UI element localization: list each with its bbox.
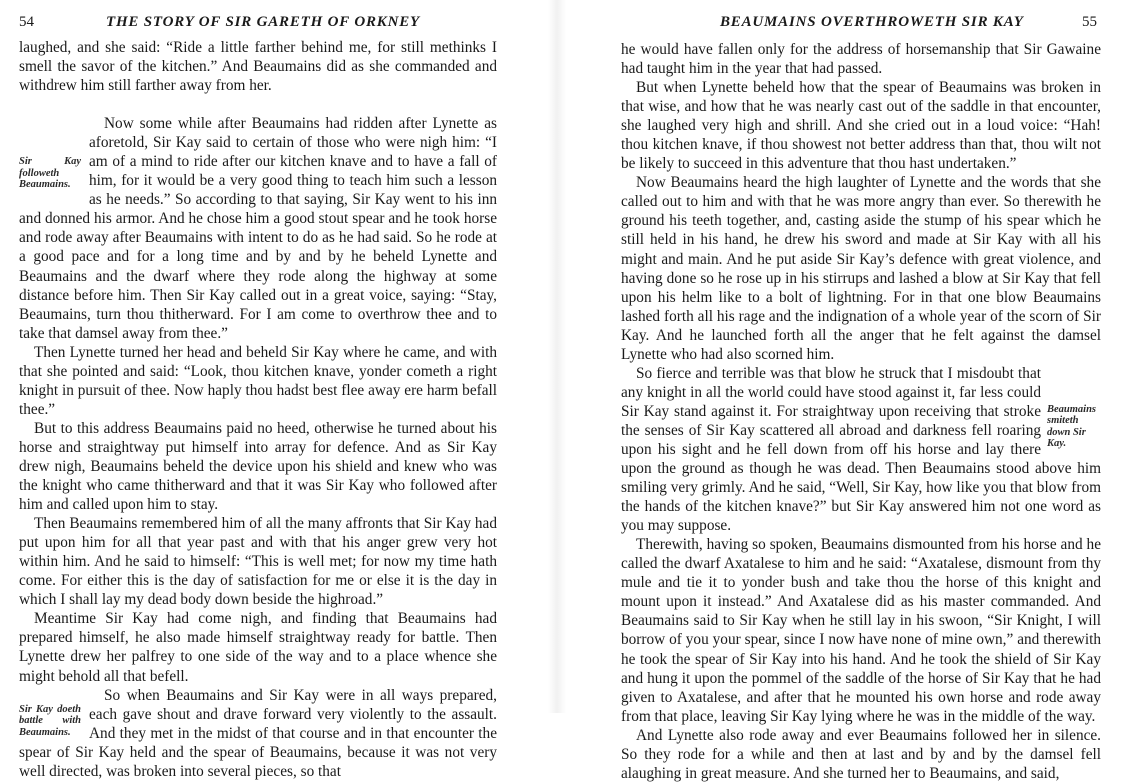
paragraph: laughed, and she said: “Ride a little farther behind me, for still methinks I smell the savor of the kitchen.” And Beaumains did as she commanded and withdrew him still farther away from her. <box>19 39 497 95</box>
paragraph: But when Lynette beheld how that the spear of Beaumains was broken in that wise, and how that he was nearly cast out of the saddle in that encounter, she laughed very high and shrill. And she cried out in a loud voice: “Hah! thou kitchen knave, if thou showest not better address than that, thou wilt not be likely to succeed in this adventure that thou hast undertaken.” <box>621 79 1101 173</box>
margin-note: Beaumains smiteth down Sir Kay. <box>1047 403 1097 450</box>
margin-note: Sir Kay followeth Beaumains. <box>19 156 81 191</box>
book-gutter <box>548 0 566 713</box>
paragraph: Now Beaumains heard the high laughter of Lynette and the words that she called out to him and with that he was more angry than ever. So therewith he ground his teeth together, and, casting aside the stump of his spear which he still held in his hand, he drew his sword and made at Sir Kay with all his might and main. And he put aside Sir Kay’s defence with great violence, and having done so he rose up in his stirrups and lashed a blow at Sir Kay that fell upon his helm like to a bolt of lightning. For in that one blow Beaumains lashed forth all his rage and the indignation of a whole year of the scorn of Sir Kay. And he launched forth all the anger that he felt against the damsel Lynette who had also scorned him. <box>621 174 1101 363</box>
right-page <box>595 0 1125 782</box>
paragraph: Then Beaumains remembered him of all the many affronts that Sir Kay had put upon him for all that year past and with that his anger grew very hot within him. And he said to himself: “This is well met; for now my time hath come. For either this is the day of satisfaction for me or else it is the day in which I shall lay my dead body down beside the highroad.” <box>19 515 497 609</box>
paragraph-text: So fierce and terrible was that blow he struck that I misdoubt that any knight in all the world could have stood against it, far less could Sir Kay stand against it. For straightway upon receiving that stroke the senses of Sir Kay scattered all abroad and darkness fell roaring upon his sight and he fell down from off his horse and lay there upon the ground as though he was dead. Then Beaumains stood above him smiling very grimly. And he said, “Well, Sir Kay, how like you that blow from the hands of the kitchen knave?” but Sir Kay answered him not one word as you may suppose. <box>621 364 1101 535</box>
paragraph: Meantime Sir Kay had come nigh, and finding that Beaumains had prepared himself, he also made himself straightway ready for battle. Then Lynette drew her palfrey to one side of the way and to a place whence she might behold all that befell. <box>19 610 497 685</box>
paragraph <box>621 364 1101 535</box>
paragraph: And Lynette also rode away and ever Beaumains followed her in silence. So they rode for a while and then at last and by and by the damsel fell alaughing in great measure. And she turned her to Beaumains, and said, <box>621 726 1101 782</box>
paragraph: But to this address Beaumains paid no heed, otherwise he turned about his horse and straightway put himself into array for defence. And as Sir Kay drew nigh, Beaumains beheld the device upon his shield and knew who was the knight who came thitherward and that it was Sir Kay who followed after him and called upon him to stay. <box>19 419 497 514</box>
left-page <box>0 0 520 780</box>
paragraph-text: Now some while after Beaumains had ridden after Lynette as aforetold, Sir Kay said to certain of those who were nigh him: “I am of a mind to ride after our kitchen knave and to have a fall of him, for it would be a very good thing to teach him such a lesson as he needs.” So according to that saying, Sir Kay went to his inn and donned his armor. And he chose him a good stout spear and he took horse and rode away after Beaumains with intent to do as he had said. So he rode at a good pace and for a long time and by and by he beheld Lynette and Beaumains and the dwarf where they rode along the highway at some distance before him. Then Sir Kay called out in a great voice, saying: “Stay, Beaumains, turn thou thitherward. For I am come to overthrow thee and to take that damsel away from thee.” <box>19 115 497 342</box>
paragraph: Therewith, having so spoken, Beaumains dismounted from his horse and he called the dwarf Axatalese to him and he said: “Axatalese, dismount from thy mule and tie it to yonder bush and take thou the horse of this knight and mount upon it instead.” And Axatalese did as his master commanded. And Beaumains said to Sir Kay when he still lay in his swoon, “Sir Knight, I will borrow of you your spear, since I now have none of mine own,” and therewith he took the spear of Sir Kay into his hand. And he took the shield of Sir Kay and hung it upon the pommel of the saddle of the horse of Sir Kay that he had given to Axatalese, and after that he mounted his own horse and rode away from that place, leaving Sir Kay lying where he was in the middle of the way. <box>621 536 1101 725</box>
paragraph <box>19 114 497 343</box>
page-number: 55 <box>1082 14 1097 30</box>
paragraph <box>19 686 497 781</box>
page-body <box>621 40 1101 783</box>
page-number: 54 <box>19 14 34 30</box>
paragraph: Then Lynette turned her head and beheld Sir Kay where he came, and with that she pointed and said: “Look, thou kitchen knave, yonder cometh a right knight in pursuit of thee. Now haply thou hadst best flee away ere harm befall thee.” <box>19 343 497 418</box>
paragraph: he would have fallen only for the address of horsemanship that Sir Gawaine had taught him in the year that had passed. <box>621 41 1101 78</box>
running-head: BEAUMAINS OVERTHROWETH SIR KAY <box>720 14 1024 30</box>
margin-note: Sir Kay doeth battle with Beaumains. <box>19 703 81 738</box>
running-head: THE STORY OF SIR GARETH OF ORKNEY <box>106 14 420 30</box>
page-body <box>19 38 497 781</box>
paragraph-text: So when Beaumains and Sir Kay were in all ways prepared, each gave shout and drave forward very violently to the assault. And they met in the midst of that course and in that encounter the spear of Sir Kay held and the spear of Beaumains, because it was not very well directed, was broken into several pieces, so that <box>19 686 497 780</box>
